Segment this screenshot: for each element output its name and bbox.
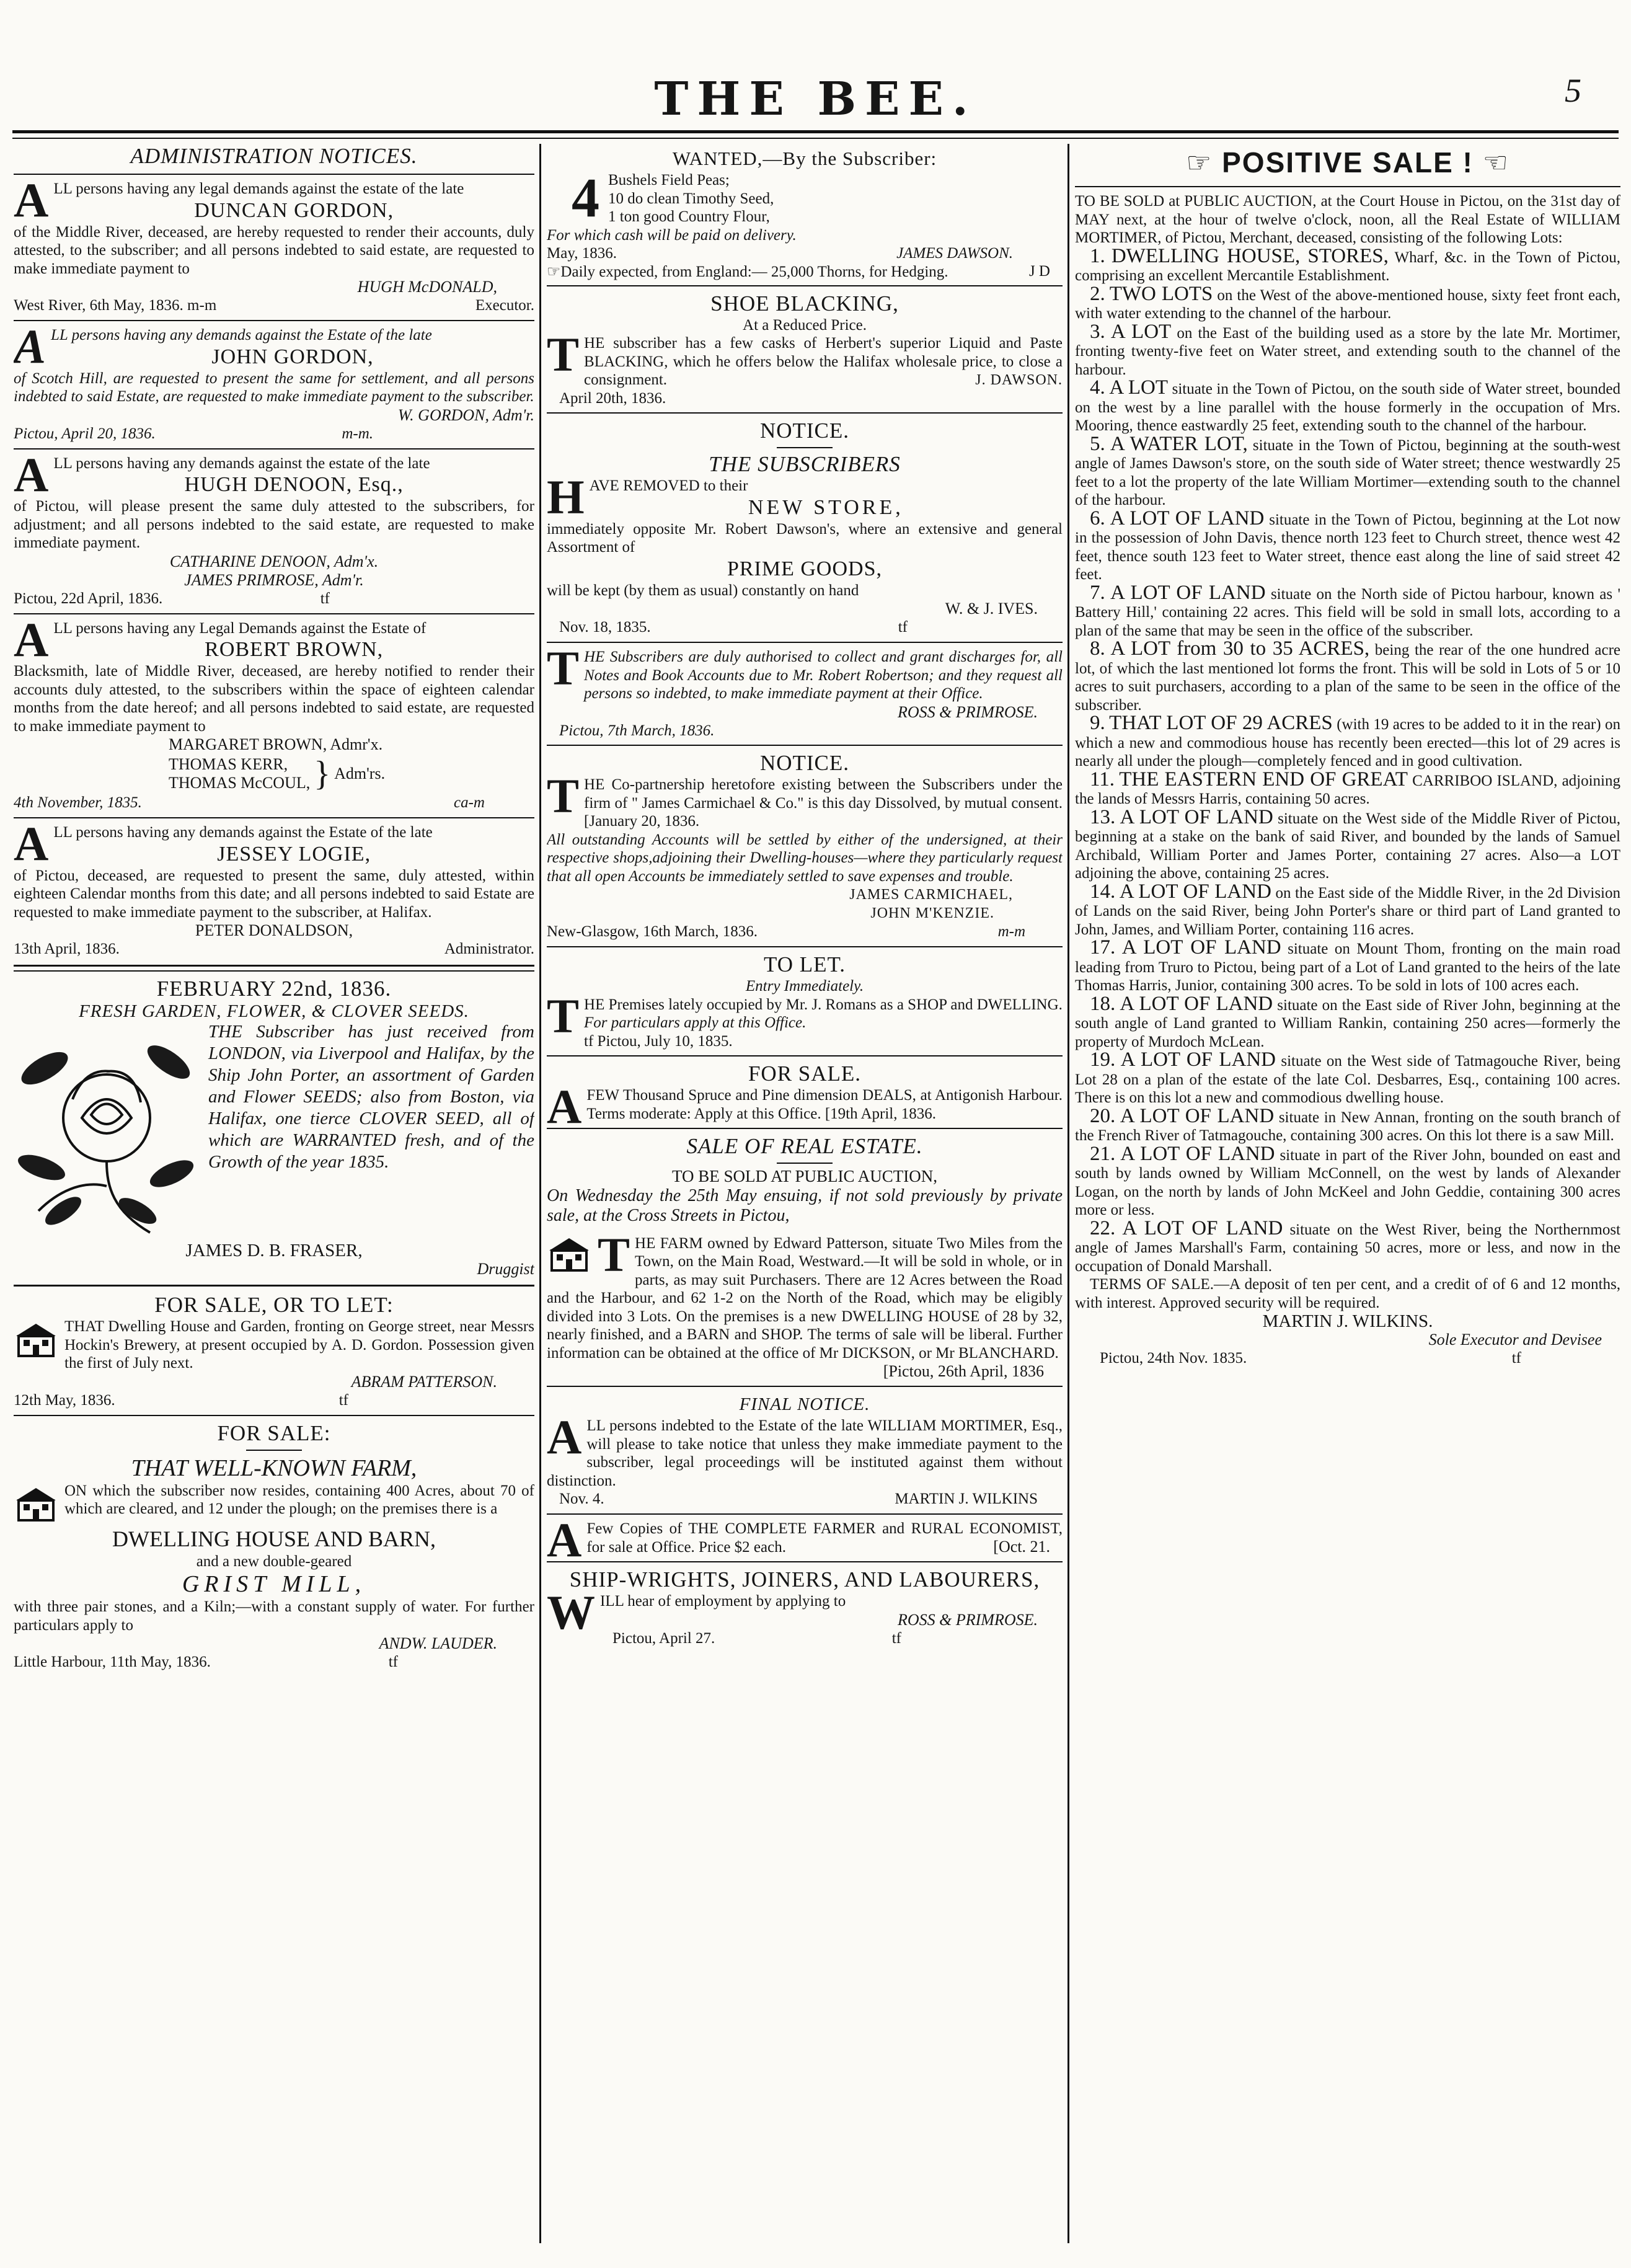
notice-signer: W. & J. IVES. xyxy=(945,600,1038,618)
lot-title: A LOT xyxy=(1109,376,1169,399)
notice-heading: NOTICE. xyxy=(759,751,850,775)
sale-let-mark: tf xyxy=(338,1391,348,1409)
lot-number: 8. xyxy=(1090,637,1105,660)
sale-mark: tf xyxy=(1511,1350,1521,1367)
notice-body: immediately opposite Mr. Robert Dawson's, where an extensive and general Assortment of xyxy=(547,520,1063,556)
signer: THOMAS McCOUL, xyxy=(169,774,311,792)
blacking-heading: SHOE BLACKING, xyxy=(710,291,899,316)
seeds-role: Druggist xyxy=(477,1260,534,1278)
lot-number: 19. xyxy=(1090,1048,1116,1071)
lot-item xyxy=(1075,1048,1620,1107)
signer: HUGH McDONALD, xyxy=(357,278,497,296)
prime-goods: PRIME GOODS, xyxy=(727,557,883,580)
to-let-body-2: For particulars apply at this Office. xyxy=(584,1014,807,1031)
divider xyxy=(14,448,534,450)
wanted-date: May, 1836. xyxy=(547,245,617,262)
lot-number: 14. xyxy=(1090,880,1116,903)
shipwrights-signer: ROSS & PRIMROSE. xyxy=(897,1610,1038,1629)
lot-title: A LOT OF LAND xyxy=(1122,1216,1283,1239)
notice-mark: tf xyxy=(320,590,330,607)
real-estate-sale xyxy=(547,1134,1063,1381)
seeds-advert xyxy=(14,977,534,1278)
notice-body: of the Middle River, deceased, are hereby requested to render their accounts, duly attested, to the subscriber; and all persons indebted to said estate, are requested to make immediate payment to xyxy=(14,223,534,277)
lot-number: 2. xyxy=(1090,282,1105,305)
real-estate-body: HE FARM owned by Edward Patterson, situate Two Miles from the Town, on the Main Road, Westward.—It will be sold in whole, or in parts, as may suit Purchasers. There are 12 Acres between the Road and the Harbour, and 62 1-2 on the North of the Road, which may be eligibly divided into 3 Lots. On the premises is a new DWELLING HOUSE of 28 by 32, nearly finished, and a BARN and SHOP. The terms of sale will be liberal. Further information can be obtained at the office of Mr DICKSON, or Mr BLANCHARD. xyxy=(547,1234,1063,1362)
lot-item xyxy=(1075,768,1620,808)
notice-lead: LL persons having any demands against the Estate of the late xyxy=(51,327,432,343)
sale-let-heading: FOR SALE, OR TO LET: xyxy=(154,1293,394,1317)
lot-title: A LOT from 30 to 35 ACRES, xyxy=(1110,637,1370,660)
lots-list xyxy=(1075,244,1620,1276)
column-left xyxy=(14,144,534,2249)
notice-body: Blacksmith, late of Middle River, deceased, are hereby notified to render their accounts duly attested, to the subscribers within the space of eighteen calendar months from the date hereof; and all persons indebted to said estate, are requested to make immediate payment to xyxy=(14,663,534,735)
notice-robert-brown xyxy=(14,612,534,813)
blacking-date: April 20th, 1836. xyxy=(559,389,666,407)
lot-title: THAT LOT OF 29 ACRES xyxy=(1109,712,1333,734)
shipwrights-mark: tf xyxy=(891,1629,901,1647)
lot-title: A LOT OF LAND xyxy=(1110,581,1266,604)
wanted-advert xyxy=(547,146,1063,280)
seeds-date: FEBRUARY 22nd, 1836. xyxy=(156,977,392,1001)
lot-title: TWO LOTS xyxy=(1109,282,1213,305)
wanted-body: For which cash will be paid on delivery. xyxy=(547,226,797,244)
lot-item xyxy=(1075,1104,1620,1145)
drop-cap: A xyxy=(14,173,49,227)
lot-title: A LOT OF LAND xyxy=(1120,1142,1275,1165)
for-sale-body: FEW Thousand Spruce and Pine dimension DEALS, at Antigonish Harbour. Terms moderate: Apply at this Office. [19th April, 1836. xyxy=(586,1087,1063,1122)
sale-signer: MARTIN J. WILKINS. xyxy=(1262,1311,1433,1331)
farm-title: THAT WELL-KNOWN FARM, xyxy=(131,1455,417,1481)
notice-signer: JOHN M'KENZIE. xyxy=(870,905,994,921)
drop-cap: W xyxy=(547,1585,595,1639)
notice-date: Pictou, April 20, 1836. xyxy=(14,425,156,442)
notice-mark: m-m xyxy=(997,923,1025,940)
divider xyxy=(14,965,534,967)
wanted-heading: WANTED,—By the Subscriber: xyxy=(672,148,937,169)
final-signer: MARTIN J. WILKINS xyxy=(895,1491,1038,1507)
notice-mark: tf xyxy=(898,619,908,636)
drop-cap: A xyxy=(14,447,49,502)
notice-date: New-Glasgow, 16th March, 1836. xyxy=(547,923,758,940)
for-sale-heading: FOR SALE. xyxy=(748,1061,862,1086)
lot-item xyxy=(1075,282,1620,323)
blacking-advert xyxy=(547,291,1063,408)
notice-dissolution xyxy=(547,751,1063,941)
notice-body: of Pictou, deceased, are requested to present the same, duly attested, within eighteen Calendar months from this date; and all persons indebted to said Estate are requested to make immediate payment to the subscriber, at Halifax. xyxy=(14,867,534,921)
to-let-advert xyxy=(547,952,1063,1050)
positive-sale-heading xyxy=(1075,144,1620,181)
page-number: 5 xyxy=(1565,72,1581,109)
divider xyxy=(14,817,534,818)
column-rule xyxy=(539,144,541,2243)
seeds-body: THE Subscriber has just received from LONDON, via Liverpool and Halifax, by the Ship John Porter, an assortment of Garden and Flower SEEDS; also from Boston, via Halifax, one tierce CLOVER SEED, all of which are WARRANTED fresh, and of the Growth of the year 1835. xyxy=(208,1022,534,1172)
shipwrights-date: Pictou, April 27. xyxy=(612,1629,715,1647)
drop-cap: T xyxy=(598,1227,630,1282)
deceased-name: ROBERT BROWN, xyxy=(205,638,384,661)
final-heading: FINAL NOTICE. xyxy=(739,1394,870,1414)
real-estate-when: On Wednesday the 25th May ensuing, if not sold previously by private sale, at the Cross Streets in Pictou, xyxy=(547,1185,1063,1225)
lot-text: situate on the North side of Pictou harbour, known as ' Battery Hill,' containing 22 acres. This field will be sold in small lots, according to a plan of the same that may be seen in the office of the subscriber. xyxy=(1075,585,1620,639)
signer: PETER DONALDSON, xyxy=(195,921,353,939)
sale-let-date: 12th May, 1836. xyxy=(14,1391,115,1409)
wanted-note: Daily expected, from England:— 25,000 Thorns, for Hedging. xyxy=(560,264,948,280)
notice-date: 13th April, 1836. xyxy=(14,941,120,957)
signer: JAMES PRIMROSE, Adm'r. xyxy=(184,570,364,589)
divider xyxy=(1075,186,1620,187)
signer: CATHARINE DENOON, Adm'x. xyxy=(169,552,379,570)
house-icon xyxy=(547,1234,591,1273)
lot-title: A LOT OF LAND xyxy=(1120,1048,1276,1071)
drop-cap: T xyxy=(547,641,580,695)
ross-signer: ROSS & PRIMROSE. xyxy=(897,702,1038,721)
notice-hugh-denoon xyxy=(14,447,534,608)
lot-number: 11. xyxy=(1090,768,1115,791)
lot-text: situate in the Town of Pictou, beginning at the south-west angle of James Dawson's store, on the south side of Water street; thence westwardly 25 feet to a lot the property of the late William Mortimer—extending south to the channel of the harbour. xyxy=(1075,436,1620,508)
shipwrights-body: ILL hear of employment by applying to xyxy=(600,1593,846,1610)
divider xyxy=(14,174,534,175)
notice-date: 4th November, 1835. xyxy=(14,794,142,811)
complete-farmer-advert xyxy=(547,1513,1063,1567)
lot-text: situate in the Town of Pictou, beginning at the Lot now in the possession of John Davis, thence north 123 feet to Church street, thence west 42 feet, thence south 123 feet to Water street, thence east along the line of said street 42 feet. xyxy=(1075,511,1620,583)
lot-text: CARRIBOO ISLAND, adjoining the lands of Messrs Harris, containing 50 acres. xyxy=(1075,772,1620,807)
ross-date: Pictou, 7th March, 1836. xyxy=(559,722,715,739)
ross-primrose-notice xyxy=(547,641,1063,740)
lot-number: 5. xyxy=(1090,432,1105,455)
newspaper-title: THE BEE. xyxy=(654,73,977,126)
lot-title: A LOT OF LAND xyxy=(1121,936,1281,959)
drop-cap: A xyxy=(547,1410,582,1464)
lot-number: 9. xyxy=(1090,712,1105,734)
positive-sale-title: POSITIVE SALE ! xyxy=(1222,146,1474,179)
notice-body-2: will be kept (by them as usual) constantly on hand xyxy=(547,582,859,599)
new-store: NEW STORE, xyxy=(748,495,904,519)
farm-body-2: with three pair stones, and a Kiln;—with a constant supply of water. For further particulars apply to xyxy=(14,1598,534,1634)
divider xyxy=(547,642,1063,643)
lot-text: situate in the Town of Pictou, on the south side of Water street, bounded on the west by a line parallel with the house formerly in the occupation of Mrs. Mooring, thence eastwardly 25 feet, extending south to the channel of the harbour. xyxy=(1075,381,1620,434)
masthead-rule xyxy=(12,130,1619,133)
masthead xyxy=(12,65,1619,140)
lot-item xyxy=(1075,507,1620,584)
signer: MARGARET BROWN, Admr'x. xyxy=(169,735,383,753)
sale-signer-role: Sole Executor and Devisee xyxy=(1428,1331,1602,1349)
seeds-signer: JAMES D. B. FRASER, xyxy=(185,1241,363,1260)
lot-item xyxy=(1075,581,1620,640)
pointing-hand-icon: ☞ xyxy=(1186,146,1213,179)
divider xyxy=(547,285,1063,286)
lot-title: THE EASTERN END OF GREAT xyxy=(1119,768,1408,791)
notice-new-store xyxy=(547,419,1063,637)
lot-item xyxy=(1075,244,1620,285)
farm-mill: GRIST MILL, xyxy=(182,1571,366,1597)
lot-text: on the East of the building used as a store by the late Mr. Mortimer, fronting twenty-five feet on Water street, and extending south to the channel of the harbour. xyxy=(1075,324,1620,378)
terms-of-sale: TERMS OF SALE.—A deposit of ten per cent, and a credit of of 6 and 12 months, with interest. Approved security will be required. xyxy=(1075,1276,1620,1311)
to-let-date: tf Pictou, July 10, 1835. xyxy=(584,1032,733,1050)
final-date: Nov. 4. xyxy=(559,1491,604,1507)
notice-mark: m-m. xyxy=(342,425,373,442)
lot-item xyxy=(1075,376,1620,435)
lot-number: 17. xyxy=(1090,936,1116,959)
divider xyxy=(547,1386,1063,1387)
notice-lead: LL persons having any demands against the Estate of the late xyxy=(53,824,433,841)
lot-title: A LOT OF LAND xyxy=(1120,805,1273,828)
blacking-sub: At a Reduced Price. xyxy=(743,316,867,334)
signer: THOMAS KERR, xyxy=(169,755,288,773)
lot-text: situate on the East side of River John, beginning at the south angle of Land granted to William Rankin, containing 250 acres—formerly the property of Murdoch McLean. xyxy=(1075,996,1620,1050)
lot-item xyxy=(1075,320,1620,379)
lot-item xyxy=(1075,936,1620,995)
farm-heading: FOR SALE: xyxy=(217,1420,331,1445)
farm-signer: ANDW. LAUDER. xyxy=(379,1634,497,1652)
sale-date: Pictou, 24th Nov. 1835. xyxy=(1100,1350,1247,1367)
drop-cap: A xyxy=(14,612,49,667)
wanted-initials: J D xyxy=(1028,262,1050,280)
notice-lead: LL persons having any Legal Demands against the Estate of xyxy=(53,619,427,637)
lot-text: (with 19 acres to be added to it in the rear) on which a new and commodious house has recently been erected—this lot of 29 acres is nearly all under the plough—completely fenced and in good cultivation. xyxy=(1075,716,1620,769)
wanted-item: 1 ton good Country Flour, xyxy=(608,208,770,225)
ross-body: HE Subscribers are duly authorised to collect and grant discharges for, all Notes and Book Accounts due to Mr. Robert Robertson; and they request all persons so indebted, to make immediate payment at their Office. xyxy=(584,649,1063,702)
lot-item xyxy=(1075,880,1620,939)
notice-john-gordon xyxy=(14,319,534,443)
shipwrights-advert xyxy=(547,1567,1063,1648)
farmer-date: [Oct. 21. xyxy=(993,1538,1050,1556)
lot-text: situate on the West side of the Middle River of Pictou, beginning at a stake on the bank of said River, and bounded by the lands of Samuel Archibald, William Porter and James Porter, containing 27 acres. Also—a LOT adjoining the above, containing 25 acres. xyxy=(1075,810,1620,882)
lot-text: being the rear of the one hundred acre lot, of which the last mentioned lot forms the front. This will be sold in Lots of 5 or 10 acres to suit purchasers, according to a plan of the same to be seen in the office of the subscriber. xyxy=(1075,642,1620,714)
real-estate-date: [Pictou, 26th April, 1836 xyxy=(883,1362,1044,1380)
column-right xyxy=(1075,144,1620,2249)
notice-heading: NOTICE. xyxy=(759,419,850,443)
notice-body: HE Co-partnership heretofore existing between the Subscribers under the firm of " James Carmichael & Co." is this day Dissolved, by mutual consent. [January 20, 1836. xyxy=(584,776,1063,830)
farm-dwelling: DWELLING HOUSE AND BARN, xyxy=(112,1526,436,1551)
notice-body: of Scotch Hill, are requested to present the same for settlement, and all persons indebted to said Estate, are requested to make immediate payment to the subscriber. xyxy=(14,370,534,405)
real-estate-heading: SALE OF REAL ESTATE. xyxy=(686,1134,923,1158)
divider xyxy=(547,1055,1063,1056)
drop-cap: T xyxy=(547,769,580,823)
lot-item xyxy=(1075,637,1620,714)
notice-lead: LL persons having any legal demands against the estate of the late xyxy=(53,180,464,197)
notice-body: of Pictou, will please present the same duly attested to the subscribers, for adjustment; and all persons indebted to the said estate, are requested to make immediate payment. xyxy=(14,498,534,551)
divider xyxy=(14,320,534,321)
lot-number: 18. xyxy=(1090,992,1116,1015)
drop-cap: A xyxy=(14,817,49,870)
column-rule xyxy=(1067,144,1069,2243)
pointing-hand-icon: ☜ xyxy=(1482,146,1509,179)
final-notice xyxy=(547,1392,1063,1508)
signer-role: Executor. xyxy=(475,297,534,314)
sale-intro: TO BE SOLD at PUBLIC AUCTION, at the Court House in Pictou, on the 31st day of MAY next, at the hour of twelve o'clock, noon, all the Real Estate of WILLIAM MORTIMER, of Pictou, Merchant, deceased, consisting of the following Lots: xyxy=(1075,193,1620,246)
notice-mark: ca-m xyxy=(454,794,485,811)
wanted-signer: JAMES DAWSON. xyxy=(896,245,1013,262)
to-let-sub: Entry Immediately. xyxy=(745,978,864,994)
signer: W. GORDON, Adm'r. xyxy=(397,405,534,424)
masthead-rule-thin xyxy=(12,138,1619,139)
sale-let-body: THAT Dwelling House and Garden, fronting on George street, near Messrs Hockin's Brewery, at present occupied by A. D. Gordon. Possession given the first of July next. xyxy=(64,1318,534,1371)
lot-title: A WATER LOT, xyxy=(1110,432,1248,455)
divider xyxy=(14,970,534,972)
deals-for-sale xyxy=(547,1061,1063,1133)
lot-title: A LOT OF LAND xyxy=(1120,992,1273,1015)
drop-cap: T xyxy=(547,988,580,1043)
lot-item xyxy=(1075,805,1620,883)
lot-text: situate in New Annan, fronting on the south branch of the French River of Tatmagouche, containing 300 acres. On this lot there is a saw Mill. xyxy=(1075,1109,1620,1144)
notice-body-2: All outstanding Accounts will be settled by either of the undersigned, at their respective shops,adjoining their Dwelling-houses—where they particularly request that all open Accounts be immediately settled to save expenses and trouble. xyxy=(547,831,1063,885)
house-icon xyxy=(14,1484,58,1523)
pointing-hand-icon: ☞ xyxy=(547,264,561,280)
signer-role: Adm'rs. xyxy=(334,764,386,782)
deceased-name: JESSEY LOGIE, xyxy=(217,842,371,866)
farm-advert xyxy=(14,1421,534,1672)
house-icon xyxy=(14,1320,58,1358)
divider xyxy=(547,1561,1063,1562)
farm-body: ON which the subscriber now resides, containing 400 Acres, about 70 of which are cleared, and 12 under the plough; on the premises there is a xyxy=(64,1482,534,1517)
wanted-number: 4 xyxy=(572,167,599,229)
shipwrights-heading: SHIP-WRIGHTS, JOINERS, AND LABOURERS, xyxy=(569,1567,1040,1592)
lot-number: 20. xyxy=(1090,1104,1116,1127)
deceased-name: DUNCAN GORDON, xyxy=(194,198,394,222)
lot-item xyxy=(1075,714,1620,771)
notice-date: Pictou, 22d April, 1836. xyxy=(14,590,163,607)
lot-text: Wharf, &c. in the Town of Pictou, comprising an excellent Mercantile Establishment. xyxy=(1075,249,1620,284)
lot-number: 22. xyxy=(1090,1216,1116,1239)
lot-item xyxy=(1075,1142,1620,1220)
deceased-name: HUGH DENOON, Esq., xyxy=(184,473,404,496)
lot-number: 21. xyxy=(1090,1142,1116,1165)
divider xyxy=(14,1415,534,1416)
column-center xyxy=(547,144,1063,2249)
farm-sub: and a new double-geared xyxy=(196,1553,352,1570)
farm-date: Little Harbour, 11th May, 1836. xyxy=(14,1654,211,1670)
sale-or-let-advert xyxy=(14,1293,534,1410)
wanted-item: Bushels Field Peas; xyxy=(608,172,730,188)
lot-text: situate on the West River, being the Northernmost angle of James Marshall's Farm, containing 50 acres, more or less, and now in the occupation of Donald Marshall. xyxy=(1075,1221,1620,1275)
lot-title: A LOT OF LAND xyxy=(1110,507,1265,529)
divider xyxy=(547,1128,1063,1129)
farmer-body: Few Copies of THE COMPLETE FARMER and RURAL ECONOMIST, for sale at Office. Price $2 each. xyxy=(586,1520,1063,1556)
admin-heading: ADMINISTRATION NOTICES. xyxy=(130,144,418,168)
blacking-body: HE subscriber has a few casks of Herbert's superior Liquid and Paste BLACKING, which he offers below the Halifax wholesale price, to close a consignment. xyxy=(584,335,1063,388)
lot-number: 1. xyxy=(1090,244,1105,267)
notice-lead: LL persons having any demands against the estate of the late xyxy=(53,454,430,472)
divider xyxy=(14,613,534,614)
to-let-body: HE Premises lately occupied by Mr. J. Romans as a SHOP and DWELLING. xyxy=(584,996,1063,1013)
notice-signer: JAMES CARMICHAEL, xyxy=(849,887,1013,903)
drop-cap: A xyxy=(14,319,46,373)
divider xyxy=(547,946,1063,947)
seeds-title: FRESH GARDEN, FLOWER, & CLOVER SEEDS. xyxy=(79,1001,469,1021)
drop-cap: A xyxy=(547,1079,582,1133)
drop-cap: T xyxy=(547,327,580,381)
farm-mark: tf xyxy=(388,1654,398,1670)
lot-title: A LOT OF LAND xyxy=(1119,880,1271,903)
blacking-signer: J. DAWSON. xyxy=(975,371,1063,388)
notice-date: Nov. 18, 1835. xyxy=(559,619,651,636)
final-body: LL persons indebted to the Estate of the late WILLIAM MORTIMER, Esq., will please to take notice that unless they make immediate payment to the subscriber, legal proceedings will be instituted against them without distinction. xyxy=(547,1417,1063,1489)
rose-illustration xyxy=(14,1025,200,1239)
lot-title: A LOT xyxy=(1110,320,1172,343)
lot-number: 4. xyxy=(1090,376,1105,399)
drop-cap: H xyxy=(547,470,585,524)
divider xyxy=(14,1285,534,1287)
lot-text: situate in part of the River John, bounded on east and south by lands owned by William McConnell, on the west by lands of Alexander Logan, on the north by lands of John McKeel and John Geddie, containing 300 acres more or less. xyxy=(1075,1146,1620,1218)
lot-number: 7. xyxy=(1090,581,1105,604)
brace: } xyxy=(314,755,331,793)
deceased-name: JOHN GORDON, xyxy=(211,345,374,368)
divider xyxy=(547,1513,1063,1515)
lot-title: A LOT OF LAND xyxy=(1120,1104,1275,1127)
lot-title: DWELLING HOUSE, STORES, xyxy=(1111,244,1389,267)
lot-number: 3. xyxy=(1090,320,1105,343)
notice-title: THE SUBSCRIBERS xyxy=(709,452,901,476)
sale-let-signer: ABRAM PATTERSON. xyxy=(351,1372,497,1391)
lot-item xyxy=(1075,432,1620,510)
to-let-heading: TO LET. xyxy=(763,952,846,977)
drop-cap: A xyxy=(547,1513,582,1567)
real-estate-sub: TO BE SOLD AT PUBLIC AUCTION, xyxy=(671,1167,938,1185)
lot-text: situate on Mount Thom, fronting on the main road leading from Truro to Pictou, being part of a Lot of Land granted to the heirs of the late Thomas Harris, Junior, containing 300 acres. To be sold in lots of 100 acres each. xyxy=(1075,941,1620,994)
signer-role: Administrator. xyxy=(444,941,534,957)
lot-item xyxy=(1075,1216,1620,1276)
lot-number: 6. xyxy=(1090,507,1105,529)
notice-duncan-gordon xyxy=(14,173,534,315)
lot-text: on the West of the above-mentioned house, sixty feet front each, with water extending to the channel of the harbour. xyxy=(1075,286,1620,322)
notice-jessey-logie xyxy=(14,817,534,959)
lot-number: 13. xyxy=(1090,805,1116,828)
wanted-item: 10 do clean Timothy Seed, xyxy=(608,190,774,207)
notice-date: West River, 6th May, 1836. m-m xyxy=(14,297,217,314)
lot-text: situate on the West side of Tatmagouche River, being Lot 28 on a plan of the estate of the late Col. Desbarres, Esq., containing 100 acres. There is on this lot a new and commodious dwelling house. xyxy=(1075,1053,1620,1106)
lot-item xyxy=(1075,992,1620,1052)
lot-text: on the East side of the Middle River, in the 2d Division of Lands on the said River, being John Porter's share or third part of Land granted to John, James, and William Porter, containing 116 acres. xyxy=(1075,884,1620,938)
divider xyxy=(547,412,1063,414)
notice-lead: AVE REMOVED to their xyxy=(589,477,748,494)
divider xyxy=(547,745,1063,746)
